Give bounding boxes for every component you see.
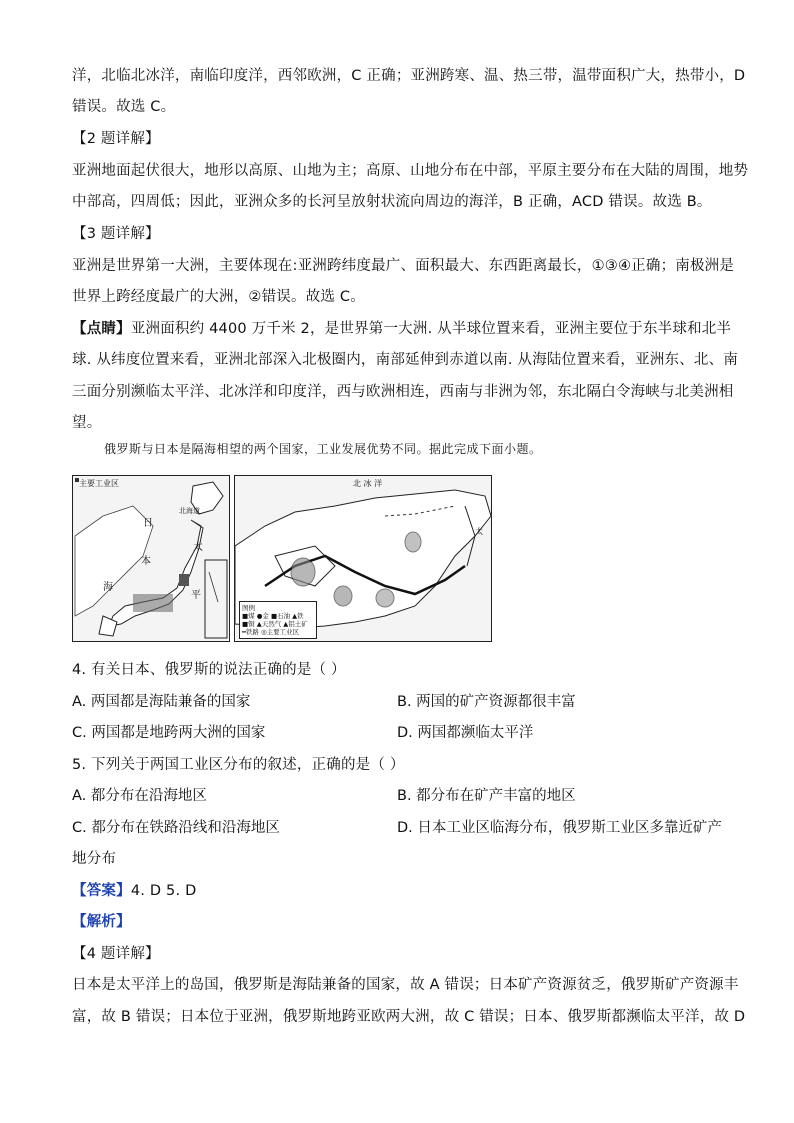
japan-map: [72, 475, 230, 642]
text-line: 望。: [72, 415, 102, 431]
map-label-ri: 日: [143, 518, 153, 529]
q4-option-c: C. 两国都是地跨两大洲的国家: [72, 725, 266, 741]
text-line: 错误。故选 C。: [72, 99, 176, 115]
text-line: 富，故 B 错误；日本位于亚洲，俄罗斯地跨亚欧两大洲，故 C 错误；日本、俄罗斯都濒临太平洋，故 D: [72, 1009, 746, 1025]
russia-map-label-tai: 太: [475, 527, 483, 536]
section-heading: 【3 题详解】: [72, 226, 160, 242]
text-line: 世界上跨经度最广的大洲，②错误。故选 C。: [72, 289, 365, 305]
text-line: 洋，北临北冰洋，南临印度洋，西邻欧洲，C 正确；亚洲跨寒、温、热三带，温带面积广大，热带小，D: [72, 68, 746, 84]
q5-option-b: B. 都分布在矿产丰富的地区: [397, 788, 576, 804]
question-5: 5. 下列关于两国工业区分布的叙述，正确的是（ ）: [72, 757, 405, 773]
text-line: 日本是太平洋上的岛国，俄罗斯是海陆兼备的国家，故 A 错误；日本矿产资源贫乏，俄罗斯矿产资源丰: [72, 977, 739, 993]
legend-row: ■铜 ▲天然气 ▲铝土矿: [242, 620, 308, 628]
arctic-label: 北 冰 洋: [353, 479, 383, 488]
map-label-tai: 太: [193, 542, 203, 553]
map-label-ping: 平: [191, 590, 201, 601]
text-line: 亚洲是世界第一大洲，主要体现在:亚洲跨纬度最广、面积最大、东西距离最长，①③④正确；南极洲是: [72, 258, 735, 274]
q4-option-b: B. 两国的矿产资源都很丰富: [397, 694, 576, 710]
q4-option-d: D. 两国都濒临太平洋: [397, 725, 534, 741]
map-label-ben: 本: [141, 556, 151, 567]
russia-legend: [239, 601, 317, 639]
text-line: [72, 319, 731, 339]
question-intro: 俄罗斯与日本是隔海相望的两个国家，工业发展优势不同。据此完成下面小题。: [104, 442, 542, 456]
dianjing-tag: 【点睛】: [72, 321, 131, 337]
text-line: 亚洲地面起伏很大，地形以高原、山地为主；高原、山地分布在中部，平原主要分布在大陆的周围，地势: [72, 163, 749, 179]
text-line: 球. 从纬度位置来看，亚洲北部深入北极圈内，南部延伸到赤道以南. 从海陆位置来看，亚洲东、北、南: [72, 352, 739, 368]
answer-text: 4. D 5. D: [130, 883, 197, 899]
dianjing-text: 亚洲面积约 4400 万千米 2，是世界第一大洲. 从半球位置来看，亚洲主要位于东半球和北半: [130, 321, 732, 337]
legend-title: 图例: [242, 604, 255, 612]
answer-tag: 【答案】: [72, 883, 131, 899]
section-heading: 【4 题详解】: [72, 946, 160, 962]
japan-legend: 主要工业区: [79, 479, 119, 488]
text-line: 中部高，四周低；因此，亚洲众多的长河呈放射状流向周边的海洋，B 正确，ACD 错误。故选 B。: [72, 194, 712, 210]
russia-map: [234, 475, 492, 642]
map-label-hai: 海: [103, 582, 113, 593]
section-heading: 【2 题详解】: [72, 131, 160, 147]
legend-row: ■煤 ●金 ■石油 ▲铁: [242, 612, 304, 620]
q5-option-a: A. 都分布在沿海地区: [72, 788, 207, 804]
q5-option-c: C. 都分布在铁路沿线和沿海地区: [72, 820, 280, 836]
text-line: 三面分别濒临太平洋、北冰洋和印度洋，西与欧洲相连，西南与非洲为邻，东北隔白令海峡与北美洲相: [72, 384, 734, 400]
legend-row: ━铁路 ◎主要工业区: [242, 628, 300, 636]
question-4: 4. 有关日本、俄罗斯的说法正确的是（ ）: [72, 662, 346, 678]
answer-line: [72, 881, 196, 901]
analysis-tag: 【解析】: [72, 914, 131, 930]
q5-option-d-cont: 地分布: [72, 851, 117, 867]
hokkaido-label: 北海道: [179, 507, 200, 515]
japan-map-drawing: [73, 476, 229, 641]
q4-option-a: A. 两国都是海陆兼备的国家: [72, 694, 251, 710]
q5-option-d: D. 日本工业区临海分布，俄罗斯工业区多靠近矿产: [397, 820, 722, 836]
